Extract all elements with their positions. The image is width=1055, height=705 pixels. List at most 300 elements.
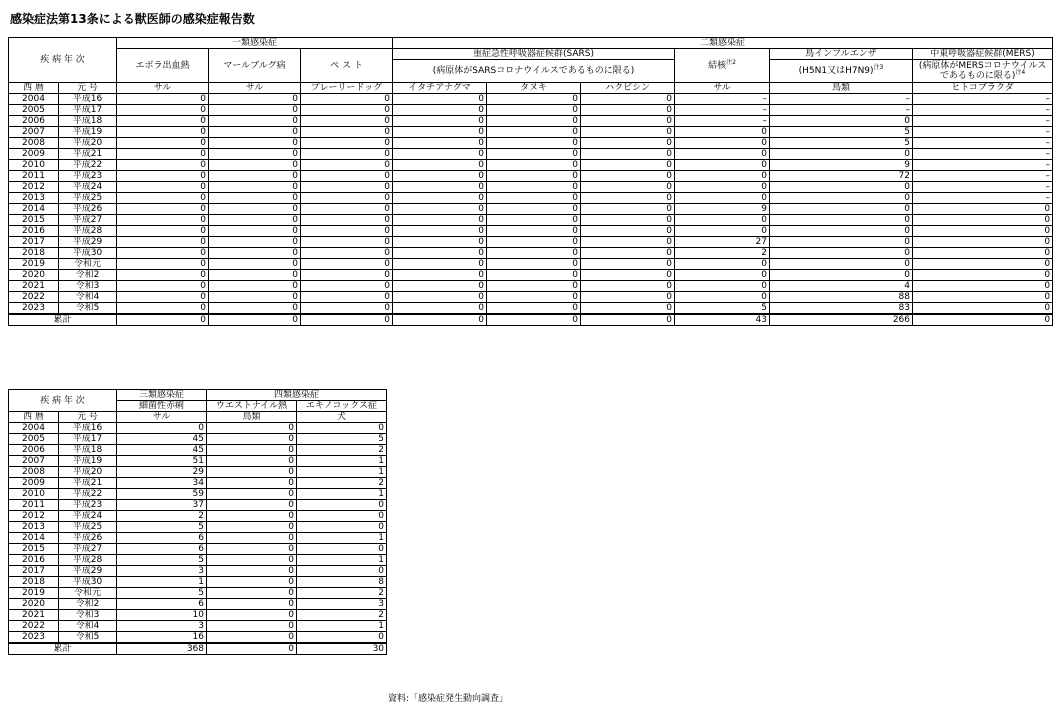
count-cell: 0 [487, 248, 581, 259]
count-cell: 0 [913, 204, 1053, 215]
count-cell: 0 [393, 138, 487, 149]
count-cell: 0 [301, 204, 393, 215]
count-cell: 0 [301, 149, 393, 160]
count-cell: 0 [393, 193, 487, 204]
count-cell: 0 [209, 116, 301, 127]
era-cell: 平成28 [59, 226, 117, 237]
count-cell: 0 [297, 500, 387, 511]
count-cell: 0 [393, 160, 487, 171]
table-row [9, 555, 387, 566]
animal-header: 鳥類 [207, 412, 297, 423]
header-disease-year: 疾 病 年 次 [9, 390, 117, 412]
count-cell: 0 [675, 149, 770, 160]
count-cell: 0 [301, 116, 393, 127]
era-cell: 平成26 [59, 533, 117, 544]
count-cell: 0 [207, 489, 297, 500]
count-cell: 0 [117, 105, 209, 116]
year-cell: 2004 [9, 423, 59, 434]
count-cell: 0 [301, 193, 393, 204]
count-cell: 0 [770, 182, 913, 193]
table-row [9, 445, 387, 456]
era-cell: 平成21 [59, 478, 117, 489]
count-cell: 0 [207, 511, 297, 522]
count-cell: 0 [581, 292, 675, 303]
era-cell: 平成20 [59, 467, 117, 478]
count-cell: 0 [675, 127, 770, 138]
year-cell: 2008 [9, 138, 59, 149]
era-cell: 平成19 [59, 127, 117, 138]
count-cell: 0 [393, 226, 487, 237]
count-cell: 9 [675, 204, 770, 215]
year-cell: 2017 [9, 237, 59, 248]
era-cell: 平成18 [59, 116, 117, 127]
count-cell: 0 [209, 248, 301, 259]
count-cell: 0 [301, 182, 393, 193]
count-cell: 0 [675, 215, 770, 226]
table-row [9, 149, 1053, 160]
count-cell: 0 [207, 533, 297, 544]
era-cell: 平成30 [59, 577, 117, 588]
year-cell: 2019 [9, 588, 59, 599]
count-cell: – [675, 94, 770, 105]
count-cell: 0 [117, 171, 209, 182]
table-row [9, 215, 1053, 226]
table-row [9, 599, 387, 610]
count-cell: 2 [117, 511, 207, 522]
count-cell: 1 [117, 577, 207, 588]
count-cell: 0 [487, 116, 581, 127]
table-row [9, 193, 1053, 204]
table-row [9, 94, 1053, 105]
count-cell: 1 [297, 467, 387, 478]
count-cell: 72 [770, 171, 913, 182]
count-cell: 0 [581, 171, 675, 182]
count-cell: 0 [770, 215, 913, 226]
header-avian-flu: 鳥インフルエンザ [770, 49, 913, 60]
era-cell: 平成17 [59, 434, 117, 445]
animal-header: ヒトコブラクダ [913, 83, 1053, 94]
count-cell: 0 [209, 259, 301, 270]
count-cell: 0 [117, 127, 209, 138]
count-cell: 0 [487, 193, 581, 204]
count-cell: 0 [117, 94, 209, 105]
count-cell: 0 [207, 621, 297, 632]
count-cell: 5 [297, 434, 387, 445]
count-cell: 0 [487, 127, 581, 138]
total-cell: 43 [675, 314, 770, 326]
count-cell: – [675, 105, 770, 116]
count-cell: 0 [487, 237, 581, 248]
count-cell: 0 [487, 259, 581, 270]
total-cell: 266 [770, 314, 913, 326]
table-row [9, 204, 1053, 215]
count-cell: 0 [117, 259, 209, 270]
count-cell: 0 [297, 423, 387, 434]
count-cell: 0 [207, 566, 297, 577]
count-cell: 0 [913, 303, 1053, 315]
count-cell: 0 [581, 215, 675, 226]
year-cell: 2012 [9, 182, 59, 193]
table-row [9, 632, 387, 644]
count-cell: 0 [393, 281, 487, 292]
count-cell: 0 [207, 522, 297, 533]
era-cell: 平成16 [59, 94, 117, 105]
year-cell: 2013 [9, 522, 59, 533]
count-cell: 0 [301, 259, 393, 270]
era-cell: 平成27 [59, 544, 117, 555]
count-cell: 3 [117, 566, 207, 577]
count-cell: 0 [487, 281, 581, 292]
count-cell: 3 [297, 599, 387, 610]
count-cell: 5 [117, 555, 207, 566]
table-row [9, 303, 1053, 315]
era-cell: 平成30 [59, 248, 117, 259]
count-cell: 0 [913, 281, 1053, 292]
year-cell: 2004 [9, 94, 59, 105]
header-group1: 一類感染症 [117, 38, 393, 49]
count-cell: 0 [913, 215, 1053, 226]
count-cell: 0 [393, 204, 487, 215]
count-cell: 0 [207, 423, 297, 434]
header-marburg: マールブルグ病 [209, 49, 301, 83]
count-cell: 6 [117, 599, 207, 610]
page-title: 感染症法第13条による獣医師の感染症報告数 [10, 12, 255, 26]
era-cell: 平成17 [59, 105, 117, 116]
era-cell: 令和2 [59, 599, 117, 610]
table-class3-4 [8, 389, 387, 655]
count-cell: 0 [675, 270, 770, 281]
table-row [9, 610, 387, 621]
count-cell: 0 [675, 292, 770, 303]
header-group3: 三類感染症 [117, 390, 207, 401]
header-seireki: 西 暦 [9, 412, 59, 423]
year-cell: 2016 [9, 555, 59, 566]
count-cell: 0 [675, 193, 770, 204]
table-row [9, 588, 387, 599]
count-cell: 10 [117, 610, 207, 621]
count-cell: 0 [393, 171, 487, 182]
total-cell: 0 [581, 314, 675, 326]
animal-header: サル [117, 412, 207, 423]
era-cell: 平成24 [59, 182, 117, 193]
count-cell: 0 [581, 105, 675, 116]
count-cell: 0 [770, 193, 913, 204]
era-cell: 平成18 [59, 445, 117, 456]
year-cell: 2007 [9, 127, 59, 138]
count-cell: 27 [675, 237, 770, 248]
count-cell: 0 [675, 281, 770, 292]
count-cell: 0 [487, 105, 581, 116]
table-row [9, 160, 1053, 171]
count-cell: – [913, 127, 1053, 138]
year-cell: 2021 [9, 281, 59, 292]
count-cell: 0 [487, 182, 581, 193]
count-cell: 0 [209, 303, 301, 315]
total-label: 累計 [9, 643, 117, 655]
count-cell: 0 [207, 632, 297, 644]
table-row [9, 500, 387, 511]
table-row [9, 281, 1053, 292]
count-cell: 0 [207, 610, 297, 621]
count-cell: 0 [207, 445, 297, 456]
count-cell: 0 [301, 226, 393, 237]
count-cell: 0 [207, 500, 297, 511]
count-cell: 0 [301, 127, 393, 138]
total-cell: 0 [393, 314, 487, 326]
table-row [9, 478, 387, 489]
table-row [9, 237, 1053, 248]
table-row [9, 566, 387, 577]
era-cell: 令和4 [59, 621, 117, 632]
count-cell: 16 [117, 632, 207, 644]
count-cell: 0 [117, 138, 209, 149]
count-cell: 2 [297, 478, 387, 489]
count-cell: 6 [117, 544, 207, 555]
year-cell: 2011 [9, 171, 59, 182]
count-cell: 5 [675, 303, 770, 315]
count-cell: – [913, 105, 1053, 116]
count-cell: 0 [770, 116, 913, 127]
count-cell: 0 [770, 248, 913, 259]
era-cell: 平成29 [59, 566, 117, 577]
count-cell: – [913, 171, 1053, 182]
count-cell: 0 [207, 456, 297, 467]
total-cell: 0 [207, 643, 297, 655]
count-cell: 0 [207, 478, 297, 489]
count-cell: 0 [393, 149, 487, 160]
count-cell: 4 [770, 281, 913, 292]
count-cell: 0 [581, 237, 675, 248]
header-gengo: 元 号 [59, 83, 117, 94]
year-cell: 2009 [9, 478, 59, 489]
header-mers-sub: (病原体がMERSコロナウイルスであるものに限る)$^{注4}$ [913, 60, 1053, 83]
table-row [9, 270, 1053, 281]
count-cell: 0 [209, 182, 301, 193]
source-note: 資料:「感染症発生動向調査」 [388, 694, 509, 704]
table-row [9, 511, 387, 522]
count-cell: 1 [297, 533, 387, 544]
count-cell: 0 [581, 149, 675, 160]
count-cell: – [675, 116, 770, 127]
count-cell: 0 [581, 94, 675, 105]
count-cell: 0 [393, 127, 487, 138]
table-row [9, 226, 1053, 237]
count-cell: 0 [117, 248, 209, 259]
count-cell: 0 [297, 544, 387, 555]
count-cell: 0 [297, 632, 387, 644]
count-cell: 2 [297, 610, 387, 621]
total-label: 累計 [9, 314, 117, 326]
era-cell: 平成23 [59, 500, 117, 511]
count-cell: 0 [117, 116, 209, 127]
header-mers: 中東呼吸器症候群(MERS) [913, 49, 1053, 60]
count-cell: 5 [770, 127, 913, 138]
table-row [9, 182, 1053, 193]
count-cell: – [913, 116, 1053, 127]
count-cell: 0 [209, 127, 301, 138]
count-cell: 9 [770, 160, 913, 171]
era-cell: 平成22 [59, 160, 117, 171]
count-cell: 1 [297, 489, 387, 500]
count-cell: 1 [297, 621, 387, 632]
count-cell: 0 [207, 467, 297, 478]
count-cell: 0 [770, 226, 913, 237]
count-cell: – [770, 94, 913, 105]
count-cell: 0 [117, 237, 209, 248]
header-sars: 重症急性呼吸器症候群(SARS) [393, 49, 675, 60]
count-cell: 59 [117, 489, 207, 500]
era-cell: 平成19 [59, 456, 117, 467]
count-cell: 1 [297, 456, 387, 467]
count-cell: 0 [301, 281, 393, 292]
count-cell: 0 [393, 259, 487, 270]
era-cell: 令和元 [59, 259, 117, 270]
count-cell: 0 [581, 226, 675, 237]
animal-header: ハクビシン [581, 83, 675, 94]
count-cell: 0 [487, 94, 581, 105]
animal-header: プレーリードッグ [301, 83, 393, 94]
count-cell: 0 [581, 259, 675, 270]
count-cell: 45 [117, 445, 207, 456]
animal-header: 鳥類 [770, 83, 913, 94]
count-cell: 0 [301, 248, 393, 259]
table-row [9, 259, 1053, 270]
count-cell: 0 [913, 237, 1053, 248]
count-cell: 0 [393, 215, 487, 226]
header-gengo: 元 号 [59, 412, 117, 423]
header-ebola: エボラ出血熱 [117, 49, 209, 83]
era-cell: 平成24 [59, 511, 117, 522]
table-row [9, 522, 387, 533]
year-cell: 2018 [9, 248, 59, 259]
count-cell: 0 [117, 182, 209, 193]
count-cell: 0 [301, 270, 393, 281]
header-echinococcus: エキノコックス症 [297, 401, 387, 412]
count-cell: 0 [487, 138, 581, 149]
count-cell: 5 [117, 522, 207, 533]
count-cell: 0 [117, 204, 209, 215]
count-cell: 0 [913, 292, 1053, 303]
table-row [9, 434, 387, 445]
count-cell: 29 [117, 467, 207, 478]
count-cell: 0 [393, 248, 487, 259]
count-cell: 51 [117, 456, 207, 467]
count-cell: 0 [301, 171, 393, 182]
era-cell: 平成21 [59, 149, 117, 160]
count-cell: 0 [770, 149, 913, 160]
count-cell: 0 [117, 303, 209, 315]
era-cell: 平成25 [59, 193, 117, 204]
count-cell: 0 [209, 270, 301, 281]
count-cell: 3 [117, 621, 207, 632]
total-cell: 368 [117, 643, 207, 655]
year-cell: 2006 [9, 116, 59, 127]
count-cell: 0 [117, 226, 209, 237]
table-row [9, 105, 1053, 116]
count-cell: 0 [209, 171, 301, 182]
count-cell: 0 [770, 270, 913, 281]
year-cell: 2023 [9, 303, 59, 315]
year-cell: 2011 [9, 500, 59, 511]
count-cell: 0 [301, 105, 393, 116]
count-cell: – [913, 149, 1053, 160]
count-cell: 0 [393, 94, 487, 105]
year-cell: 2018 [9, 577, 59, 588]
count-cell: – [913, 193, 1053, 204]
count-cell: 0 [487, 149, 581, 160]
header-seireki: 西 暦 [9, 83, 59, 94]
table-row [9, 116, 1053, 127]
year-cell: 2021 [9, 610, 59, 621]
header-disease-year: 疾 病 年 次 [9, 38, 117, 83]
count-cell: 0 [207, 434, 297, 445]
count-cell: 0 [675, 182, 770, 193]
animal-header: イタチアナグマ [393, 83, 487, 94]
era-cell: 令和5 [59, 632, 117, 644]
count-cell: 8 [297, 577, 387, 588]
count-cell: 0 [209, 204, 301, 215]
count-cell: 0 [209, 193, 301, 204]
count-cell: 0 [487, 215, 581, 226]
count-cell: – [913, 182, 1053, 193]
count-cell: 0 [301, 138, 393, 149]
count-cell: 0 [913, 248, 1053, 259]
count-cell: 0 [209, 292, 301, 303]
count-cell: 0 [393, 237, 487, 248]
count-cell: 0 [209, 105, 301, 116]
table-row [9, 489, 387, 500]
count-cell: 0 [581, 193, 675, 204]
year-cell: 2019 [9, 259, 59, 270]
count-cell: 0 [770, 237, 913, 248]
header-plague: ペ ス ト [301, 49, 393, 83]
count-cell: 0 [770, 204, 913, 215]
count-cell: 0 [209, 160, 301, 171]
count-cell: 0 [393, 105, 487, 116]
header-avian-flu-sub: (H5N1又はH7N9)$^{注3}$ [770, 60, 913, 83]
era-cell: 平成28 [59, 555, 117, 566]
count-cell: 0 [675, 259, 770, 270]
year-cell: 2006 [9, 445, 59, 456]
count-cell: 0 [581, 248, 675, 259]
year-cell: 2014 [9, 533, 59, 544]
count-cell: 0 [581, 281, 675, 292]
count-cell: 0 [301, 237, 393, 248]
count-cell: 0 [301, 292, 393, 303]
count-cell: 2 [297, 588, 387, 599]
count-cell: 0 [393, 292, 487, 303]
count-cell: 0 [209, 281, 301, 292]
header-dysentery: 細菌性赤痢 [117, 401, 207, 412]
count-cell: 1 [297, 555, 387, 566]
count-cell: 0 [117, 281, 209, 292]
count-cell: 0 [209, 226, 301, 237]
count-cell: 0 [675, 226, 770, 237]
year-cell: 2005 [9, 434, 59, 445]
count-cell: 0 [913, 270, 1053, 281]
year-cell: 2014 [9, 204, 59, 215]
era-cell: 令和3 [59, 610, 117, 621]
year-cell: 2017 [9, 566, 59, 577]
count-cell: 0 [209, 138, 301, 149]
count-cell: 0 [207, 544, 297, 555]
count-cell: 37 [117, 500, 207, 511]
era-cell: 令和4 [59, 292, 117, 303]
header-westnile: ウエストナイル熱 [207, 401, 297, 412]
year-cell: 2020 [9, 270, 59, 281]
era-cell: 平成23 [59, 171, 117, 182]
table-row [9, 621, 387, 632]
